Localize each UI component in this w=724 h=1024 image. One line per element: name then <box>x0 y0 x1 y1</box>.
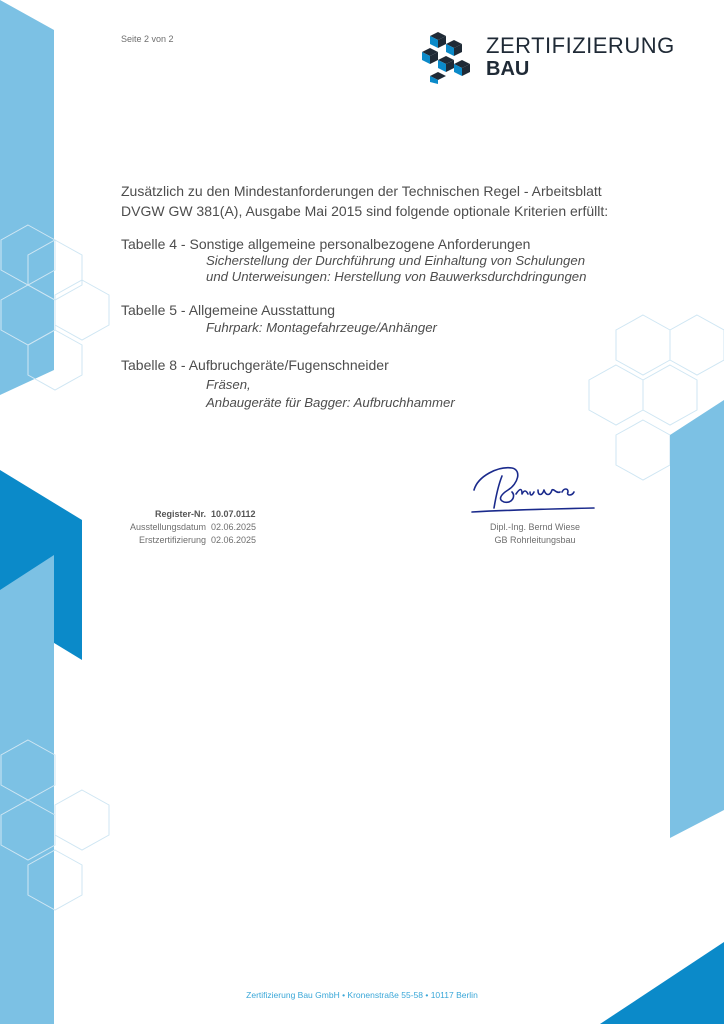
right-band <box>670 400 724 838</box>
footer-address: Zertifizierung Bau GmbH • Kronenstraße 55-58 • 10117 Berlin <box>246 990 478 1000</box>
first-certification-label: Erstzertifizierung <box>138 535 206 545</box>
logo-text-line2: BAU <box>486 58 530 80</box>
section-title-tabelle-5: Tabelle 5 - Allgemeine Ausstattung <box>121 302 336 318</box>
section-item: und Unterweisungen: Herstellung von Bauwerksdurchdringungen <box>206 269 587 284</box>
signatory-name: Dipl.-Ing. Bernd Wiese <box>489 522 581 532</box>
signatory-role: GB Rohrleitungsbau <box>494 535 576 545</box>
first-certification-value: 02.06.2025 <box>211 535 257 545</box>
company-logo-icon <box>420 30 474 84</box>
section-item: Anbaugeräte für Bagger: Aufbruchhammer <box>206 395 455 410</box>
section-item: Fräsen, <box>206 377 251 392</box>
section-title-tabelle-4: Tabelle 4 - Sonstige allgemeine personalbezogene Anforderungen <box>121 236 531 252</box>
section-item: Fuhrpark: Montagefahrzeuge/Anhänger <box>206 320 437 335</box>
section-item: Sicherstellung der Durchführung und Einhaltung von Schulungen <box>206 253 586 268</box>
issue-date-label: Ausstellungsdatum <box>129 522 206 532</box>
left-top-band <box>0 0 54 395</box>
signature-image <box>468 462 598 520</box>
issue-date-value: 02.06.2025 <box>211 522 257 532</box>
bottom-right-triangle <box>600 942 724 1024</box>
section-title-tabelle-8: Tabelle 8 - Aufbruchgeräte/Fugenschneider <box>121 357 389 373</box>
intro-paragraph: Zusätzlich zu den Mindestanforderungen der Technischen Regel - Arbeitsblatt DVGW GW 381(A), Ausgabe Mai 2015 sind folgende optionale Kriterien erfüllt: <box>121 183 609 219</box>
register-number-value: 10.07.0112 <box>211 509 256 519</box>
register-number-label: Register-Nr. <box>154 509 206 519</box>
logo-text-line1: ZERTIFIZIERUNG <box>486 33 675 58</box>
page-indicator: Seite 2 von 2 <box>121 34 174 44</box>
